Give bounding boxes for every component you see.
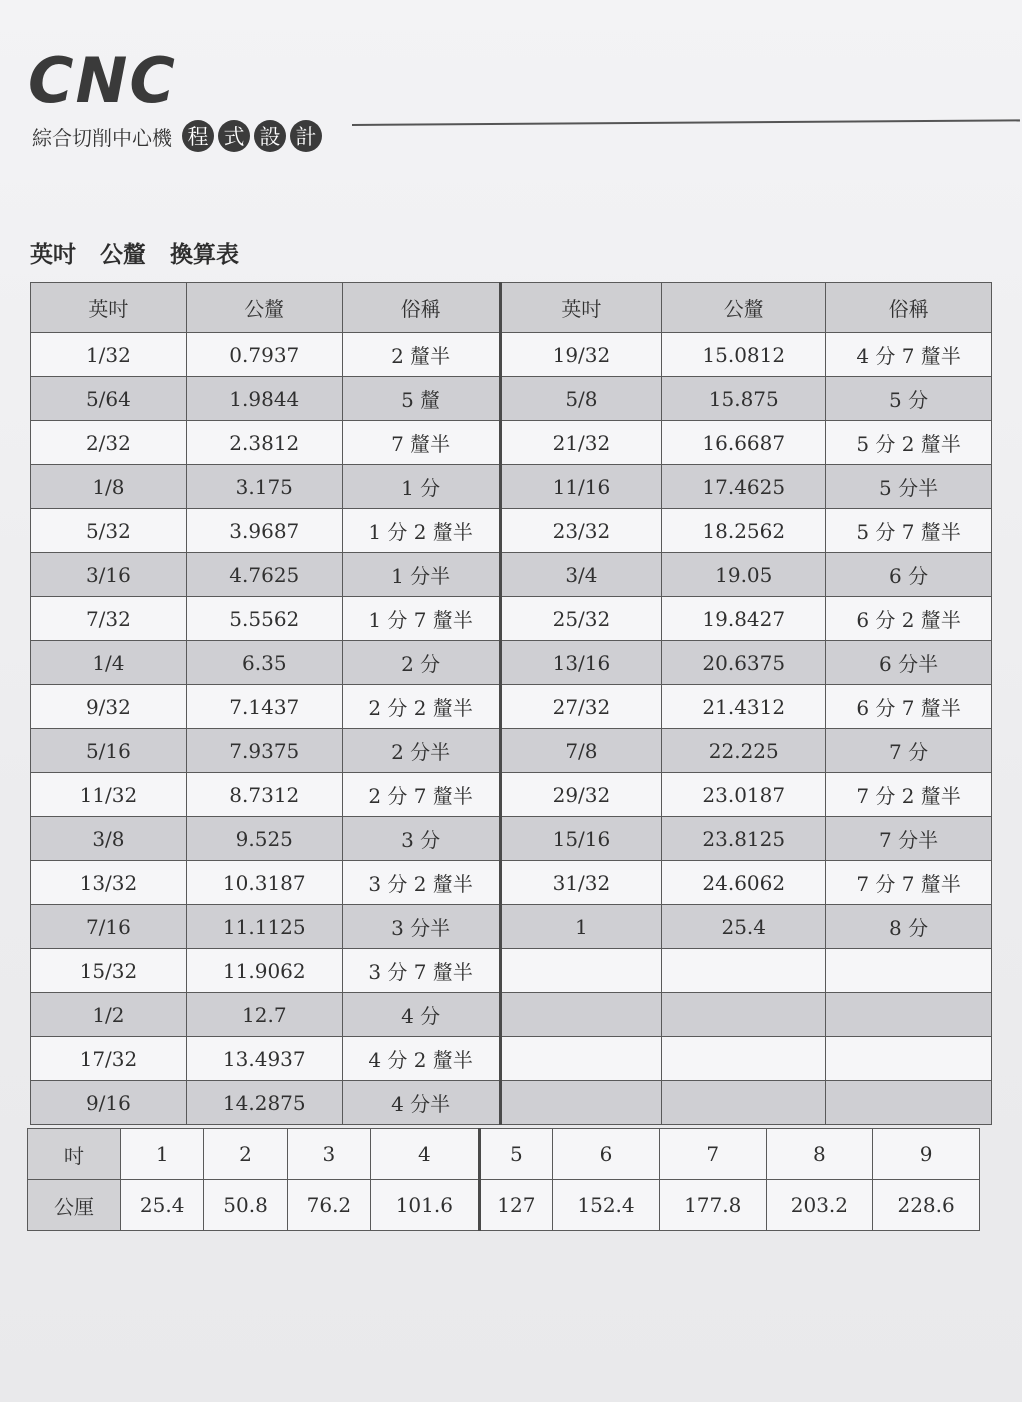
table-row bbox=[31, 553, 992, 597]
table-cell: 4.7625 bbox=[186, 553, 342, 597]
table-cell: 3/16 bbox=[31, 553, 187, 597]
table-cell: 7.1437 bbox=[186, 685, 342, 729]
table-cell bbox=[826, 1037, 992, 1081]
table-cell: 15/32 bbox=[31, 949, 187, 993]
table-cell: 15.875 bbox=[662, 377, 826, 421]
brand-circle-char: 程 bbox=[182, 120, 214, 152]
table-cell: 17/32 bbox=[31, 1037, 187, 1081]
table-cell: 6 分半 bbox=[826, 641, 992, 685]
table-cell: 1/32 bbox=[31, 333, 187, 377]
table-cell: 15/16 bbox=[500, 817, 662, 861]
table-cell: 23/32 bbox=[500, 509, 662, 553]
table-cell: 3 分 bbox=[342, 817, 500, 861]
table-cell: 2 分 7 釐半 bbox=[342, 773, 500, 817]
table-cell: 2 分 2 釐半 bbox=[342, 685, 500, 729]
table-cell: 1 分 bbox=[342, 465, 500, 509]
table-row bbox=[31, 773, 992, 817]
header-cell-mm: 公釐 bbox=[186, 283, 342, 333]
table-cell: 5 分半 bbox=[826, 465, 992, 509]
table-cell: 5/32 bbox=[31, 509, 187, 553]
table-cell: 3 分半 bbox=[342, 905, 500, 949]
table-cell: 7 分半 bbox=[826, 817, 992, 861]
quick-table-mm-row bbox=[28, 1180, 980, 1231]
brand-subtitle: 綜合切削中心機 bbox=[32, 125, 172, 150]
table-cell: 16.6687 bbox=[662, 421, 826, 465]
table-cell: 6.35 bbox=[186, 641, 342, 685]
table-cell: 24.6062 bbox=[662, 861, 826, 905]
quick-table-mm-label: 公厘 bbox=[28, 1180, 121, 1231]
table-row bbox=[31, 509, 992, 553]
table-cell: 21/32 bbox=[500, 421, 662, 465]
table-cell: 4 分 2 釐半 bbox=[342, 1037, 500, 1081]
quick-table-inch-cell: 3 bbox=[287, 1129, 370, 1180]
table-cell: 7 分 bbox=[826, 729, 992, 773]
table-row bbox=[31, 597, 992, 641]
table-cell: 5.5562 bbox=[186, 597, 342, 641]
table-cell: 1 分半 bbox=[342, 553, 500, 597]
table-cell bbox=[500, 993, 662, 1037]
quick-table-mm-cell: 203.2 bbox=[766, 1180, 873, 1231]
brand-logo: CNC bbox=[28, 44, 177, 117]
table-cell: 3 分 2 釐半 bbox=[342, 861, 500, 905]
table-cell: 25.4 bbox=[662, 905, 826, 949]
header-cell-inch: 英吋 bbox=[31, 283, 187, 333]
quick-table-inch-row bbox=[28, 1129, 980, 1180]
table-row bbox=[31, 641, 992, 685]
inch-mm-quick-table bbox=[27, 1128, 980, 1231]
table-row bbox=[31, 685, 992, 729]
quick-table-mm-cell: 50.8 bbox=[204, 1180, 287, 1231]
table-row bbox=[31, 377, 992, 421]
table-cell: 1 分 2 釐半 bbox=[342, 509, 500, 553]
table-cell: 19/32 bbox=[500, 333, 662, 377]
quick-table-mm-cell: 101.6 bbox=[371, 1180, 480, 1231]
table-row bbox=[31, 993, 992, 1037]
table-cell: 6 分 bbox=[826, 553, 992, 597]
table-cell: 3.9687 bbox=[186, 509, 342, 553]
brand-circle-char: 式 bbox=[218, 120, 250, 152]
table-cell: 7/32 bbox=[31, 597, 187, 641]
table-cell: 9.525 bbox=[186, 817, 342, 861]
header-cell-mm: 公釐 bbox=[662, 283, 826, 333]
table-row bbox=[31, 729, 992, 773]
table-row bbox=[31, 905, 992, 949]
table-cell bbox=[500, 1081, 662, 1125]
table-header-row bbox=[31, 283, 992, 333]
table-cell: 1 bbox=[500, 905, 662, 949]
table-cell bbox=[662, 1081, 826, 1125]
table-cell: 19.05 bbox=[662, 553, 826, 597]
table-cell: 5 分 7 釐半 bbox=[826, 509, 992, 553]
table-cell: 25/32 bbox=[500, 597, 662, 641]
table-cell: 21.4312 bbox=[662, 685, 826, 729]
table-cell bbox=[826, 949, 992, 993]
quick-table-inch-cell: 4 bbox=[371, 1129, 480, 1180]
table-cell: 14.2875 bbox=[186, 1081, 342, 1125]
table-cell bbox=[826, 993, 992, 1037]
table-cell: 7 釐半 bbox=[342, 421, 500, 465]
section-title: 英吋 公釐 換算表 bbox=[30, 242, 240, 268]
table-cell: 7 分 7 釐半 bbox=[826, 861, 992, 905]
table-cell: 23.8125 bbox=[662, 817, 826, 861]
brand-subtitle-row bbox=[32, 120, 322, 152]
table-cell: 2 分半 bbox=[342, 729, 500, 773]
quick-table-mm-cell: 228.6 bbox=[873, 1180, 980, 1231]
table-cell: 23.0187 bbox=[662, 773, 826, 817]
table-row bbox=[31, 1081, 992, 1125]
table-cell: 9/16 bbox=[31, 1081, 187, 1125]
table-cell: 17.4625 bbox=[662, 465, 826, 509]
table-cell: 5 分 2 釐半 bbox=[826, 421, 992, 465]
table-cell bbox=[662, 1037, 826, 1081]
table-cell: 11.9062 bbox=[186, 949, 342, 993]
quick-table-mm-cell: 76.2 bbox=[287, 1180, 370, 1231]
table-row bbox=[31, 861, 992, 905]
table-cell: 1/2 bbox=[31, 993, 187, 1037]
table-cell: 9/32 bbox=[31, 685, 187, 729]
table-cell: 18.2562 bbox=[662, 509, 826, 553]
table-cell: 0.7937 bbox=[186, 333, 342, 377]
table-cell: 19.8427 bbox=[662, 597, 826, 641]
table-cell bbox=[826, 1081, 992, 1125]
quick-table-inch-cell: 8 bbox=[766, 1129, 873, 1180]
quick-table-inch-cell: 5 bbox=[479, 1129, 553, 1180]
quick-table-mm-cell: 177.8 bbox=[659, 1180, 766, 1231]
table-row bbox=[31, 333, 992, 377]
table-cell: 5/64 bbox=[31, 377, 187, 421]
table-cell: 10.3187 bbox=[186, 861, 342, 905]
table-cell bbox=[662, 949, 826, 993]
table-cell bbox=[500, 949, 662, 993]
table-cell: 3.175 bbox=[186, 465, 342, 509]
quick-table-inch-cell: 6 bbox=[553, 1129, 660, 1180]
table-cell: 7/8 bbox=[500, 729, 662, 773]
table-cell: 1 分 7 釐半 bbox=[342, 597, 500, 641]
table-cell: 2 分 bbox=[342, 641, 500, 685]
table-cell: 29/32 bbox=[500, 773, 662, 817]
table-cell: 3/8 bbox=[31, 817, 187, 861]
quick-table-inch-cell: 7 bbox=[659, 1129, 766, 1180]
table-cell: 7/16 bbox=[31, 905, 187, 949]
table-cell: 4 分半 bbox=[342, 1081, 500, 1125]
table-cell: 13.4937 bbox=[186, 1037, 342, 1081]
table-cell: 8 分 bbox=[826, 905, 992, 949]
table-cell: 5/8 bbox=[500, 377, 662, 421]
table-cell: 1/8 bbox=[31, 465, 187, 509]
table-cell: 3/4 bbox=[500, 553, 662, 597]
table-row bbox=[31, 465, 992, 509]
quick-table-mm-cell: 152.4 bbox=[553, 1180, 660, 1231]
table-cell: 7.9375 bbox=[186, 729, 342, 773]
table-cell: 3 分 7 釐半 bbox=[342, 949, 500, 993]
quick-table-mm-cell: 25.4 bbox=[121, 1180, 204, 1231]
table-cell: 13/32 bbox=[31, 861, 187, 905]
brand-circle-char: 計 bbox=[290, 120, 322, 152]
brand-circle-char: 設 bbox=[254, 120, 286, 152]
table-cell: 2 釐半 bbox=[342, 333, 500, 377]
quick-table-inch-cell: 2 bbox=[204, 1129, 287, 1180]
table-cell bbox=[500, 1037, 662, 1081]
table-cell bbox=[662, 993, 826, 1037]
header-cell-common-name: 俗稱 bbox=[342, 283, 500, 333]
table-cell: 2.3812 bbox=[186, 421, 342, 465]
table-cell: 20.6375 bbox=[662, 641, 826, 685]
table-cell: 31/32 bbox=[500, 861, 662, 905]
table-cell: 1/4 bbox=[31, 641, 187, 685]
table-cell: 6 分 7 釐半 bbox=[826, 685, 992, 729]
header-cell-common-name: 俗稱 bbox=[826, 283, 992, 333]
table-row bbox=[31, 1037, 992, 1081]
table-cell: 1.9844 bbox=[186, 377, 342, 421]
table-cell: 11.1125 bbox=[186, 905, 342, 949]
table-cell: 15.0812 bbox=[662, 333, 826, 377]
table-cell: 8.7312 bbox=[186, 773, 342, 817]
table-cell: 4 分 7 釐半 bbox=[826, 333, 992, 377]
table-cell: 4 分 bbox=[342, 993, 500, 1037]
table-cell: 13/16 bbox=[500, 641, 662, 685]
table-cell: 6 分 2 釐半 bbox=[826, 597, 992, 641]
quick-table-inch-label: 吋 bbox=[28, 1129, 121, 1180]
table-cell: 12.7 bbox=[186, 993, 342, 1037]
table-cell: 27/32 bbox=[500, 685, 662, 729]
table-cell: 5 分 bbox=[826, 377, 992, 421]
table-cell: 11/32 bbox=[31, 773, 187, 817]
table-cell: 11/16 bbox=[500, 465, 662, 509]
table-row bbox=[31, 949, 992, 993]
quick-table-inch-cell: 1 bbox=[121, 1129, 204, 1180]
table-cell: 22.225 bbox=[662, 729, 826, 773]
header-cell-inch: 英吋 bbox=[500, 283, 662, 333]
table-cell: 7 分 2 釐半 bbox=[826, 773, 992, 817]
table-cell: 5 釐 bbox=[342, 377, 500, 421]
table-cell: 2/32 bbox=[31, 421, 187, 465]
quick-table-inch-cell: 9 bbox=[873, 1129, 980, 1180]
conversion-table bbox=[30, 282, 992, 1125]
table-cell: 5/16 bbox=[31, 729, 187, 773]
table-body bbox=[31, 333, 992, 1125]
table-row bbox=[31, 421, 992, 465]
table-row bbox=[31, 817, 992, 861]
quick-table-mm-cell: 127 bbox=[479, 1180, 553, 1231]
